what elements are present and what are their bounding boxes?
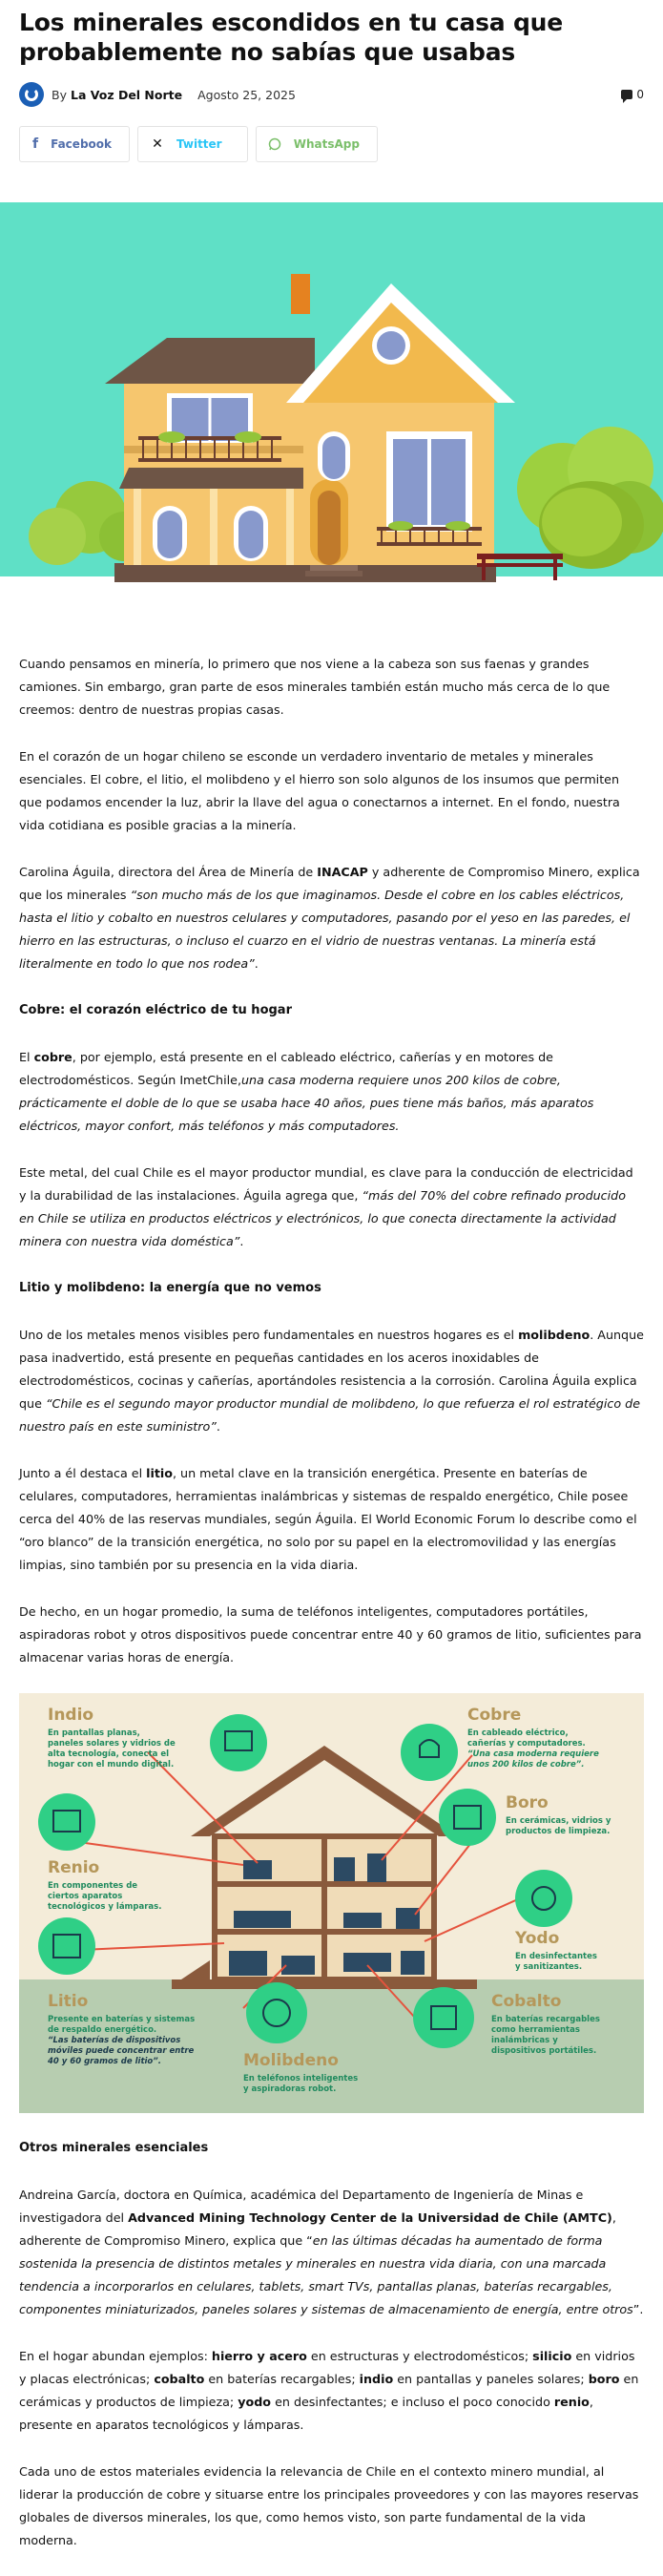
facebook-icon: f: [32, 136, 39, 152]
share-whatsapp-button[interactable]: [256, 126, 378, 162]
paragraph-intro: [19, 653, 644, 722]
share-twitter-button[interactable]: [137, 126, 248, 162]
p3-quote: “son mucho más de los que imaginamos. Desde el cobre en los cables eléctricos, hasta el litio y cobalto en nuestros celulares y computadores, pasando por el yeso en las paredes, el hierro en las estructuras, o incluso el cuarzo en el vidrio de nuestras ventanas. La minería está literalmente en todo lo que nos rodea”: [19, 888, 631, 971]
ig-indio-line2: paneles solares y vidrios de: [48, 1739, 176, 1749]
p10m: en desinfectantes; e incluso el poco conocido: [271, 2395, 554, 2409]
paragraph-inventory: [19, 745, 644, 837]
p10g: en baterías recargables;: [204, 2372, 360, 2386]
p2-text: En el corazón de un hogar chileno se esconde un verdadero inventario de metales y minerales esenciales. El cobre, el litio, el molibdeno y el hierro son solo algunos de los insumos que permiten que podamos encender la luz, abrir la llave del agua o conectarnos a internet. En el fondo, nuestra vida cotidiana es posible gracias a la minería.: [19, 749, 620, 832]
p7a: Junto a él destaca el: [19, 1466, 147, 1480]
p7c: , un metal clave en la transición energética. Presente en baterías de celulares, computadores, herramientas inalámbricas y sistemas de respaldo energético, Chile posee cerca del 40% de las reservas mundiales, según Águila. El World Economic Forum lo describe como el “oro blanco” de la transición energética, no solo por su papel en la electromovilidad y las energías limpias, sino también por su presencia en la vida diaria.: [19, 1466, 637, 1572]
share-whatsapp-label: WhatsApp: [293, 137, 360, 151]
inacap-strong: INACAP: [317, 865, 368, 879]
ig-indio-title: Indio: [48, 1706, 94, 1725]
amtc-strong: Advanced Mining Technology Center de la Universidad de Chile (AMTC): [128, 2210, 612, 2225]
p3e: .: [254, 956, 259, 971]
paragraph-ejemplos: [19, 2345, 644, 2437]
ig-litio-line4: móviles puede concentrar entre: [48, 2046, 195, 2056]
p9-quote: en las últimas décadas ha aumentado de forma sostenida la presencia de distintos metales y minerales en nuestra vida diaria, con una marcada tendencia a incorporarlos en celulares, tablets, smart TVs, pantallas planas, baterías recargables, componentes miniaturizados, paneles solares y sistemas de almacenamiento de energía, entre otros: [19, 2233, 633, 2316]
minerals-infographic: [19, 1693, 644, 2113]
share-bar: [19, 126, 644, 162]
ig-indio-line4: hogar con el mundo digital.: [48, 1760, 175, 1770]
ig-cobalto-line3: inalámbricas y: [491, 2036, 558, 2045]
comments-count[interactable]: [621, 88, 644, 101]
p8-text: De hecho, en un hogar promedio, la suma de teléfonos inteligentes, computadores portátiles, aspiradoras robot y otros dispositivos puede concentrar entre 40 y 60 gramos de litio, suficientes para almacenar varias horas de energía.: [19, 1604, 642, 1665]
ig-litio-line1: Presente en baterías y sistemas: [48, 2015, 196, 2024]
share-twitter-label: Twitter: [176, 137, 222, 151]
ig-indio-line3: alta tecnología, conecta el: [48, 1749, 170, 1759]
article-title: Los minerales escondidos en tu casa que probablemente no sabías que usabas: [19, 9, 564, 66]
ig-litio-line5: 40 y 60 gramos de litio”.: [48, 2057, 161, 2066]
ig-cobre-title: Cobre: [467, 1706, 522, 1725]
p6-quote: “Chile es el segundo mayor productor mundial de molibdeno, lo que refuerza el rol estratégico de nuestro país en este suministro”: [19, 1396, 641, 1434]
p10k: en cerámicas y productos de limpieza;: [19, 2372, 639, 2409]
p1-text: Cuando pensamos en minería, lo primero que nos viene a la cabeza son sus faenas y grandes camiones. Sin embargo, gran parte de esos minerales también están mucho más cerca de lo que creemos: dentro de nuestras propias casas.: [19, 657, 611, 717]
p10c: en estructuras y electrodomésticos;: [306, 2349, 533, 2363]
ig-renio-title: Renio: [48, 1858, 100, 1877]
by-label: By: [52, 87, 67, 102]
silicio-strong: silicio: [532, 2349, 572, 2363]
paragraph-cierre: [19, 2461, 644, 2552]
p3c: y adherente de Compromiso Minero, explica que los minerales: [19, 865, 640, 902]
ig-indio-line1: En pantallas planas,: [48, 1728, 140, 1738]
share-facebook-label: Facebook: [51, 137, 112, 151]
yodo-strong: yodo: [238, 2395, 272, 2409]
hierro-strong: hierro y acero: [211, 2349, 307, 2363]
ig-cobalto-line1: En baterías recargables: [491, 2015, 600, 2024]
litio-strong: litio: [146, 1466, 173, 1480]
paragraph-molibdeno: [19, 1324, 644, 1438]
ig-boro-line2: productos de limpieza.: [506, 1827, 611, 1836]
ig-yodo-line2: y sanitizantes.: [515, 1962, 583, 1972]
boro-strong: boro: [588, 2372, 620, 2386]
heading-cobre: Cobre: el corazón eléctrico de tu hogar: [19, 1003, 292, 1017]
p5a: Este metal, del cual Chile es el mayor productor mundial, es clave para la conducción de electricidad y la durabilidad de las instalaciones. Águila agrega que,: [19, 1165, 633, 1203]
molibdeno-strong: molibdeno: [518, 1328, 590, 1342]
p9a: Andreina García, doctora en Química, académica del Departamento de Ingeniería de Minas e investigadora del: [19, 2188, 584, 2225]
renio-strong: renio: [553, 2395, 590, 2409]
ig-renio-line1: En componentes de: [48, 1881, 138, 1891]
comment-count-value: 0: [636, 88, 644, 101]
p10a: En el hogar abundan ejemplos:: [19, 2349, 212, 2363]
paragraph-aguila: [19, 861, 644, 975]
p3a: Carolina Águila, directora del Área de Minería de: [19, 865, 318, 879]
ig-cobre-line1: En cableado eléctrico,: [467, 1728, 569, 1738]
p10o: , presente en aparatos tecnológicos y lámparas.: [19, 2395, 593, 2432]
ig-cobre-line2: cañerías y computadores.: [467, 1739, 586, 1749]
ig-renio-line3: tecnológicos y lámparas.: [48, 1902, 162, 1912]
author-avatar[interactable]: [19, 82, 44, 107]
ig-cobre-line3: “Una casa moderna requiere: [467, 1749, 599, 1759]
p9e: ”.: [632, 2302, 644, 2316]
p5-quote: “más del 70% del cobre refinado producido en Chile se utiliza en productos eléctricos y electrónicos, lo que conecta directamente la actividad minera con nuestra vida doméstica”: [19, 1188, 626, 1248]
ig-cobalto-title: Cobalto: [491, 1992, 562, 2011]
p9c: , adherente de Compromiso Minero, explica que “: [19, 2210, 616, 2248]
author-link[interactable]: La Voz Del Norte: [70, 87, 183, 102]
article-body: [0, 653, 663, 1669]
ig-yodo-title: Yodo: [515, 1929, 560, 1948]
heading-otros: Otros minerales esenciales: [19, 2141, 209, 2155]
p6c: . Aunque pasa inadvertido, está presente en pequeñas cantidades en los aceros inoxidables de electrodomésticos, cocinas y cañerías, aportándoles resistencia a la corrosión. Carolina Águila explica que: [19, 1328, 644, 1411]
share-facebook-button[interactable]: [19, 126, 130, 162]
ig-litio-line2: de respaldo energético.: [48, 2025, 157, 2035]
ig-molibdeno-title: Molibdeno: [243, 2051, 339, 2070]
ig-litio-title: Litio: [48, 1992, 89, 2011]
indio-strong: indio: [359, 2372, 394, 2386]
paragraph-garcia: [19, 2184, 644, 2321]
paragraph-cobre-chile: [19, 1162, 644, 1253]
p4-quote: una casa moderna requiere unos 200 kilos de cobre, prácticamente el doble de lo que se usaba hace 40 años, pues tiene más baños, más aparatos eléctricos, mayor confort, más teléfonos y más computadores.: [19, 1073, 594, 1133]
cobalto-strong: cobalto: [154, 2372, 205, 2386]
p6e: .: [216, 1419, 220, 1434]
p4c: , por ejemplo, está presente en el cableado eléctrico, cañerías y en motores de electrodomésticos. Según ImetChile,: [19, 1050, 553, 1087]
p10i: en pantallas y paneles solares;: [393, 2372, 589, 2386]
paragraph-litio: [19, 1462, 644, 1577]
publish-date: Agosto 25, 2025: [197, 87, 296, 102]
ig-litio-line3: “Las baterías de dispositivos: [48, 2036, 181, 2045]
p4a: El: [19, 1050, 34, 1064]
ig-yodo-line1: En desinfectantes: [515, 1952, 597, 1961]
paragraph-litio-hogar: [19, 1601, 644, 1669]
ig-molibdeno-line2: y aspiradoras robot.: [243, 2084, 337, 2094]
ig-renio-line2: ciertos aparatos: [48, 1892, 123, 1901]
p10e: en vidrios y placas electrónicas;: [19, 2349, 635, 2386]
article-meta: [19, 80, 644, 109]
p5c: .: [239, 1234, 244, 1248]
ig-molibdeno-line1: En teléfonos inteligentes: [243, 2074, 359, 2084]
p11-text: Cada uno de estos materiales evidencia la relevancia de Chile en el contexto minero mundial, al liderar la producción de cobre y situarse entre los principales proveedores y con las mayores reservas globales de diversos minerales, los que, como hemos visto, son parte fundamental de la vida moderna.: [19, 2464, 639, 2547]
p6a: Uno de los metales menos visibles pero fundamentales en nuestros hogares es el: [19, 1328, 519, 1342]
power-icon: [25, 88, 38, 101]
ig-cobalto-line2: como herramientas: [491, 2025, 580, 2035]
ig-boro-title: Boro: [506, 1793, 549, 1812]
ig-cobre-line4: unos 200 kilos de cobre”.: [467, 1760, 585, 1770]
article-body-continued: [0, 2137, 663, 2552]
ig-cobalto-line4: dispositivos portátiles.: [491, 2046, 597, 2056]
paragraph-cobre: [19, 1046, 644, 1138]
x-icon: ✕: [152, 136, 163, 152]
comment-icon: [621, 90, 632, 99]
ig-boro-line1: En cerámicas, vidrios y: [506, 1816, 611, 1826]
heading-litio: Litio y molibdeno: la energía que no vemos: [19, 1281, 321, 1295]
cobre-strong: cobre: [33, 1050, 73, 1064]
whatsapp-icon: [257, 137, 294, 151]
hero-house-illustration: [0, 202, 663, 589]
